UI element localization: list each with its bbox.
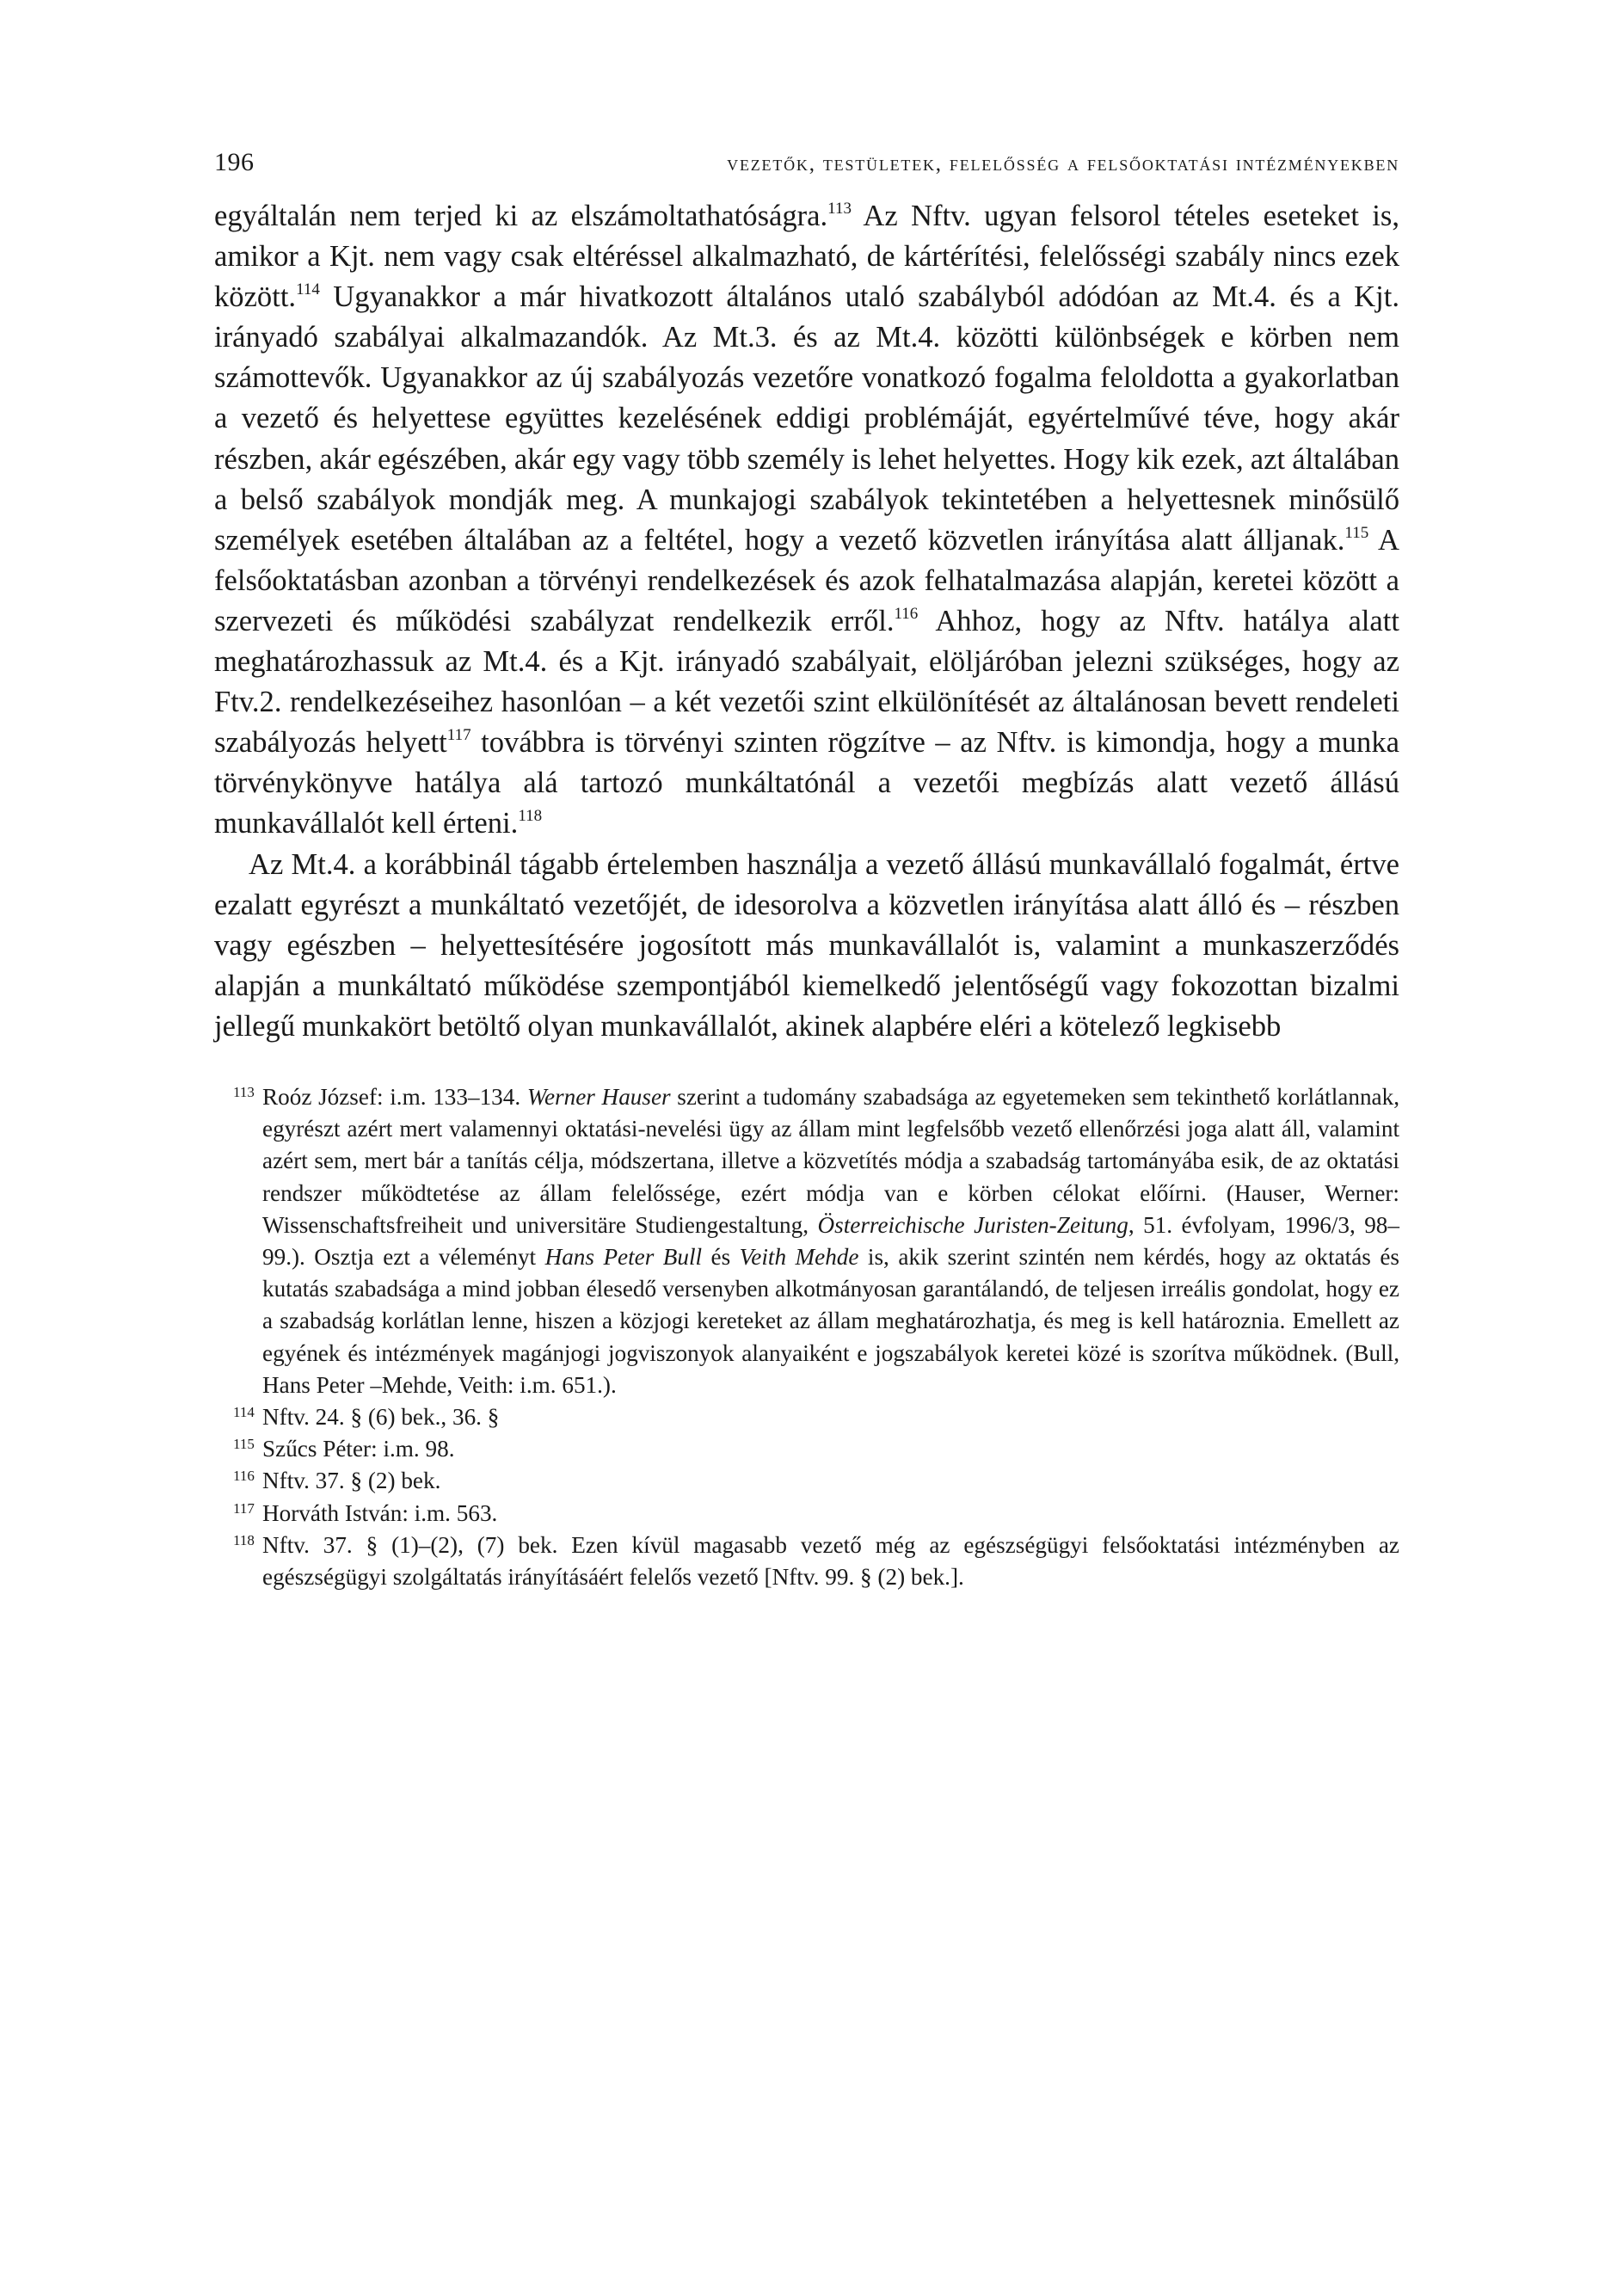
italic-name: Veith Mehde <box>739 1243 859 1270</box>
footnote-113: 113 Roóz József: i.m. 133–134. Werner Hauser szerint a tudomány szabadsága az egyetemeken sem tekinthető korlátlannak, egyrészt azért mert valamennyi oktatási-nevelési ügy az állam mint legfelsőbb vezető ellenőrzési joga alatt áll, valamint azért sem, mert bár a tanítás célja, módszertana, illetve a közvetítés módja a szabadság tartományába esik, de az oktatási rendszer működtetése az állam felelőssége, ezért módja van e körben célokat előírni. (Hauser, Werner: Wissenschaftsfreiheit und universitäre Studiengestaltung, Österreichische Juristen-Zeitung, 51. évfolyam, 1996/3, 98–99.). Osztja ezt a véleményt Hans Peter Bull és Veith Mehde is, akik szerint szintén nem kérdés, hogy az oktatás és kutatás szabadsága a mind jobban élesedő versenyben alkotmányosan garantálandó, de teljesen irreális gondolat, hogy ez a szabadság korlátlan lenne, hiszen a közjogi kereteket az állam meghatározhatja, és meg is kell határoznia. Emellett az egyének és intézmények magánjogi jogviszonyok alanyaiként e jogszabályok keretei közé is szorítva működnek. (Bull, Hans Peter –Mehde, Veith: i.m. 651.). <box>214 1081 1399 1401</box>
body-text <box>214 196 1399 1047</box>
footnote-reference[interactable]: 118 <box>518 807 543 826</box>
body-paragraph: egyáltalán nem terjed ki az elszámoltathatóságra.$^{113}$ Az Nftv. ugyan felsorol tételes eseteket is, amikor a Kjt. nem vagy csak eltéréssel alkalmazható, de kártérítési, felelősségi szabály nincs ezek között.$^{114}$ Ugyanakkor a már hivatkozott általános utaló szabályból adódóan az Mt.4. és a Kjt. irányadó szabályai alkalmazandók. Az Mt.3. és az Mt.4. közötti különbségek e körben nem számottevők. Ugyanakkor az új szabályozás vezetőre vonatkozó fogalma feloldotta a gyakorlatban a vezető és helyettese együttes kezelésének eddigi problémáját, egyértelművé téve, hogy akár részben, akár egészében, akár egy vagy több személy is lehet helyettes. Hogy kik ezek, azt általában a belső szabályok mondják meg. A munkajogi szabályok tekintetében a helyettesnek minősülő személyek esetében általában az a feltétel, hogy a vezető közvetlen irányítása alatt álljanak.$^{115}$ A felsőoktatásban azonban a törvényi rendelkezések és azok felhatalmazása alapján, keretei között a szervezeti és működési szabályzat rendelkezik erről.$^{116}$ Ahhoz, hogy az Nftv. hatálya alatt meghatározhassuk az Mt.4. és a Kjt. irányadó szabályait, elöljáróban jelezni szükséges, hogy az Ftv.2. rendelkezéseihez hasonlóan – a két vezetői szint elkülönítését az általánosan bevett rendeleti szabályozás helyett$^{117}$ továbbra is törvényi szinten rögzítve – az Nftv. is kimondja, hogy a munka törvénykönyve hatálya alá tartozó munkáltatónál a vezetői megbízás alatt vezető állású munkavállalót kell érteni.$^{118}$ <box>214 200 1400 840</box>
footnote-115: 115 Szűcs Péter: i.m. 98. <box>214 1433 1399 1465</box>
footnote-number: 116 <box>233 1468 255 1485</box>
footnote-number: 114 <box>233 1404 255 1420</box>
footnote-number: 117 <box>233 1499 255 1517</box>
italic-name: Österreichische Juristen-Zeitung <box>817 1211 1128 1238</box>
footnote-reference[interactable]: 117 <box>446 726 471 745</box>
footnote-117: 117 Horváth István: i.m. 563. <box>214 1498 1399 1530</box>
running-title: vezetők, testületek, felelősség a felsőoktatási intézményekben <box>727 152 1399 175</box>
footnote-reference[interactable]: 114 <box>296 280 320 299</box>
footnote-number: 115 <box>233 1436 255 1453</box>
running-head <box>214 148 1399 188</box>
page-number: 196 <box>214 148 255 176</box>
book-page <box>214 148 1399 1593</box>
footnote-116: 116 Nftv. 37. § (2) bek. <box>214 1465 1399 1497</box>
footnote-reference[interactable]: 116 <box>894 604 919 623</box>
footnote-reference[interactable]: 115 <box>1344 523 1369 542</box>
footnotes <box>214 1081 1399 1593</box>
italic-name: Werner Hauser <box>526 1083 671 1110</box>
italic-name: Hans Peter Bull <box>544 1243 703 1270</box>
footnote-118: 118 Nftv. 37. § (1)–(2), (7) bek. Ezen kívül magasabb vezető még az egészségügyi felsőoktatási intézményben az egészségügyi szolgáltatás irányításáért felelős vezető [Nftv. 99. § (2) bek.]. <box>214 1530 1399 1593</box>
footnote-114: 114 Nftv. 24. § (6) bek., 36. § <box>214 1401 1399 1433</box>
footnote-number: 113 <box>233 1083 255 1100</box>
body-paragraph: Az Mt.4. a korábbinál tágabb értelemben használja a vezető állású munkavállaló fogalmát, értve ezalatt egyrészt a munkáltató vezetőjét, de idesorolva a közvetlen irányítása alatt álló és – részben vagy egészben – helyettesítésére jogosított más munkavállalót is, valamint a munkaszerződés alapján a munkáltató működése szempontjából kiemelkedő jelentőségű vagy fokozottan bizalmi jellegű munkakört betöltő olyan munkavállalót, akinek alapbére eléri a kötelező legkisebb <box>214 847 1399 1043</box>
footnote-reference[interactable]: 113 <box>827 200 852 218</box>
footnote-number: 118 <box>233 1531 255 1548</box>
